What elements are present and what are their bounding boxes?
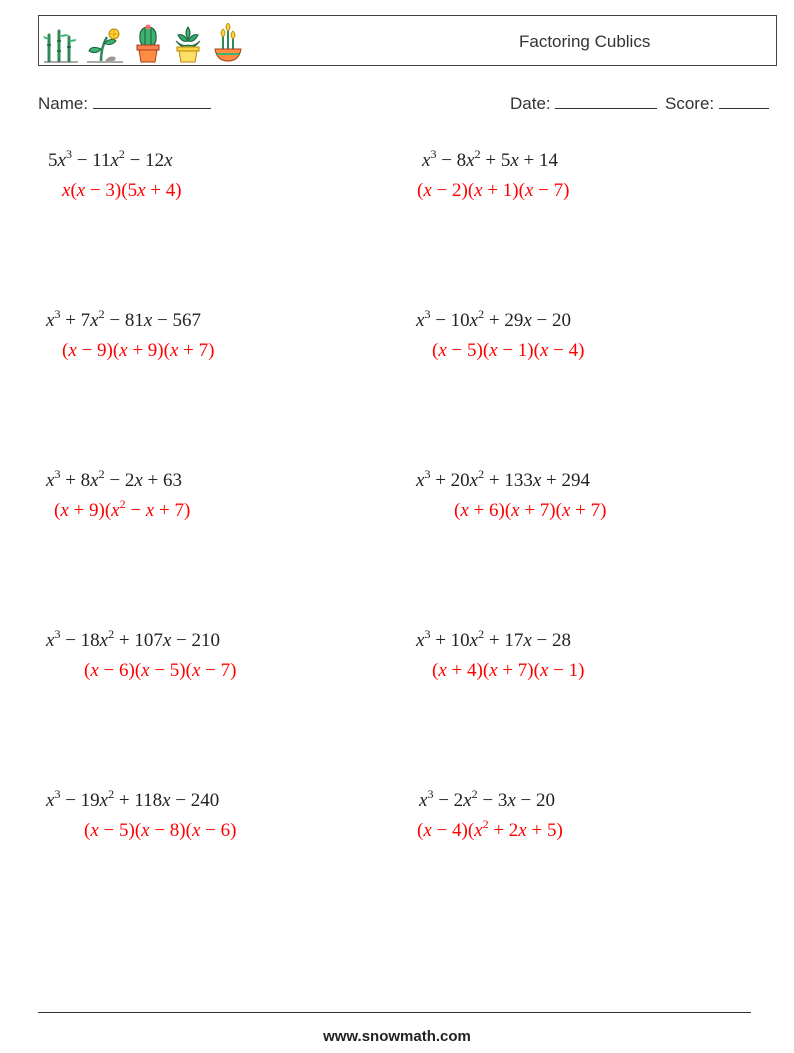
- name-blank[interactable]: [93, 92, 211, 109]
- answer-expression: $(x + 9)(x^2 - x + 7)$: [54, 497, 191, 521]
- problem-expression: $x^3 + 20x^2 + 133x + 294$: [416, 467, 590, 491]
- score-label: Score:: [665, 94, 715, 113]
- name-field[interactable]: [38, 92, 211, 114]
- answer-expression: (x − 5)(x − 1)(x − 4): [432, 340, 585, 361]
- footer-url[interactable]: www.snowmath.com: [323, 1028, 471, 1045]
- answer-expression: (x − 2)(x + 1)(x − 7): [417, 180, 570, 201]
- worksheet-title: Factoring Cublics: [519, 32, 651, 51]
- worksheet-header: [38, 15, 777, 66]
- problem-expression: $x^3 - 19x^2 + 118x - 240$: [46, 787, 220, 811]
- plant-sprout-icon: [85, 27, 125, 63]
- flower-pot-icon: [211, 23, 245, 63]
- date-blank[interactable]: [555, 92, 657, 109]
- succulent-pot-icon: [171, 23, 205, 63]
- cactus-pot-icon: [131, 23, 165, 63]
- answer-expression: (x + 4)(x + 7)(x − 1): [432, 660, 585, 681]
- problem-expression: $x^3 + 8x^2 - 2x + 63$: [46, 467, 182, 491]
- answer-expression: (x − 5)(x − 8)(x − 6): [84, 820, 237, 841]
- problem-expression: $x^3 - 8x^2 + 5x + 14$: [422, 147, 558, 171]
- score-field[interactable]: [665, 92, 769, 114]
- answer-expression: (x + 6)(x + 7)(x + 7): [454, 500, 607, 521]
- answer-expression: (x − 9)(x + 9)(x + 7): [62, 340, 215, 361]
- problem-expression: $x^3 + 10x^2 + 17x - 28$: [416, 627, 571, 651]
- answer-expression: x(x − 3)(5x + 4): [62, 180, 182, 201]
- problem-expression: $x^3 + 7x^2 - 81x - 567$: [46, 307, 201, 331]
- date-label: Date:: [510, 94, 551, 113]
- problem-expression: $x^3 - 18x^2 + 107x - 210$: [46, 627, 220, 651]
- score-blank[interactable]: [719, 92, 769, 109]
- bamboo-icon: [43, 27, 79, 63]
- footer-divider: [38, 1012, 751, 1013]
- answer-expression: $(x - 4)(x^2 + 2x + 5)$: [417, 817, 563, 841]
- header-icons: [43, 19, 245, 63]
- answer-expression: (x − 6)(x − 5)(x − 7): [84, 660, 237, 681]
- problem-expression: $x^3 - 2x^2 - 3x - 20$: [419, 787, 555, 811]
- date-field[interactable]: [510, 92, 657, 114]
- name-label: Name:: [38, 94, 89, 113]
- problem-expression: $x^3 - 10x^2 + 29x - 20$: [416, 307, 571, 331]
- problem-expression: $5x^3 - 11x^2 - 12x$: [48, 147, 173, 171]
